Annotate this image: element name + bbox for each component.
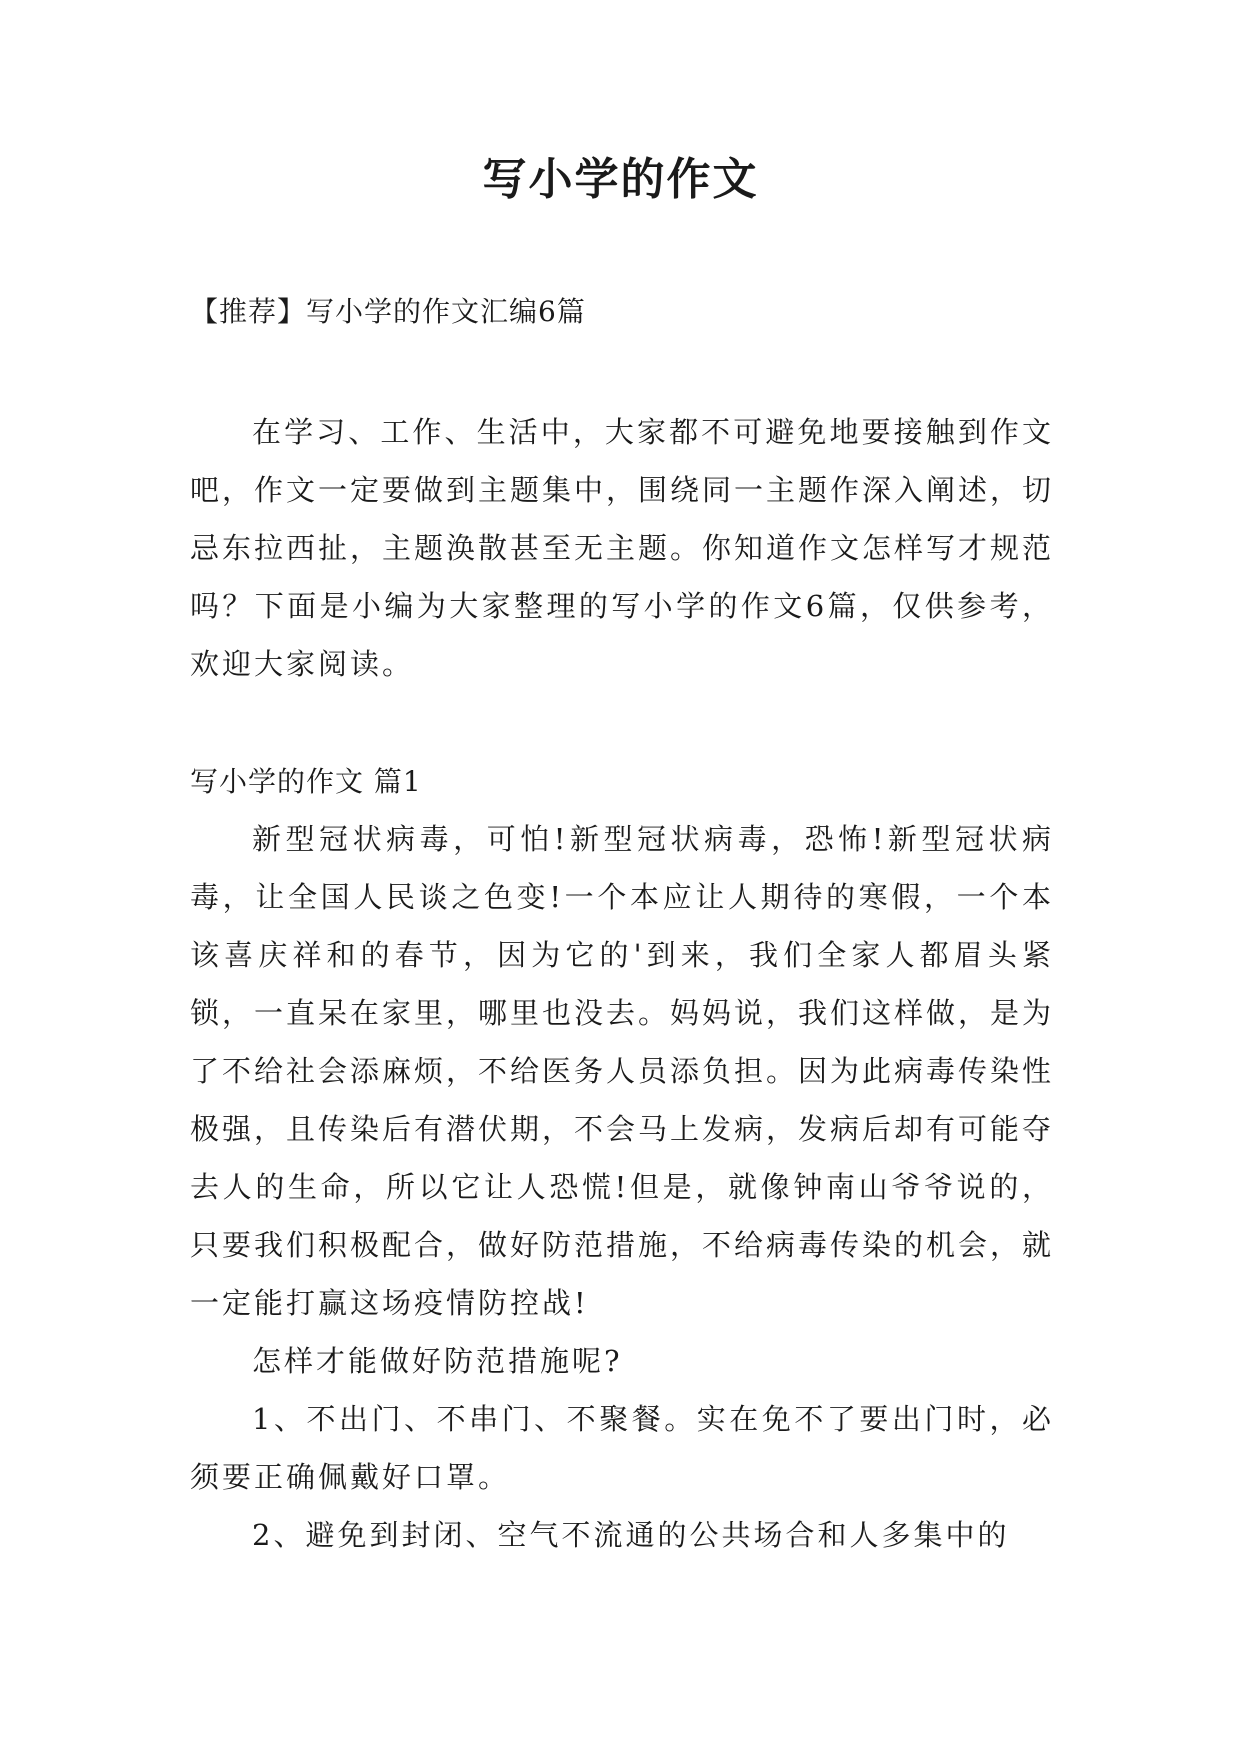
document-title: 写小学的作文 [482,154,759,205]
paragraph: 2、避免到封闭、空气不流通的公共场合和人多集中的 [252,1518,1010,1552]
section-body [190,810,1054,1564]
section-heading: 写小学的作文 篇1 [190,765,422,798]
paragraph: 怎样才能做好防范措施呢? [252,1344,623,1378]
intro-block [190,403,1054,693]
intro-paragraph: 在学习、工作、生活中，大家都不可避免地要接触到作文吧，作文一定要做到主题集中，围绕同一主题作深入阐述，切忌东拉西扯，主题涣散甚至无主题。你知道作文怎样写才规范吗？下面是小编为大家整理的写小学的作文6篇，仅供参考，欢迎大家阅读。 [190,415,1055,681]
paragraph: 1、不出门、不串门、不聚餐。实在免不了要出门时，必须要正确佩戴好口罩。 [190,1402,1054,1494]
paragraph: 新型冠状病毒，可怕!新型冠状病毒，恐怖!新型冠状病毒，让全国人民谈之色变!一个本应让人期待的寒假，一个本该喜庆祥和的春节，因为它的'到来，我们全家人都眉头紧锁，一直呆在家里，哪里也没去。妈妈说，我们这样做，是为了不给社会添麻烦，不给医务人员添负担。因为此病毒传染性极强，且传染后有潜伏期，不会马上发病，发病后却有可能夺去人的生命，所以它让人恐慌!但是，就像钟南山爷爷说的，只要我们积极配合，做好防范措施，不给病毒传染的机会，就一定能打赢这场疫情防控战! [190,822,1055,1320]
document-subtitle: 【推荐】写小学的作文汇编6篇 [190,295,586,328]
